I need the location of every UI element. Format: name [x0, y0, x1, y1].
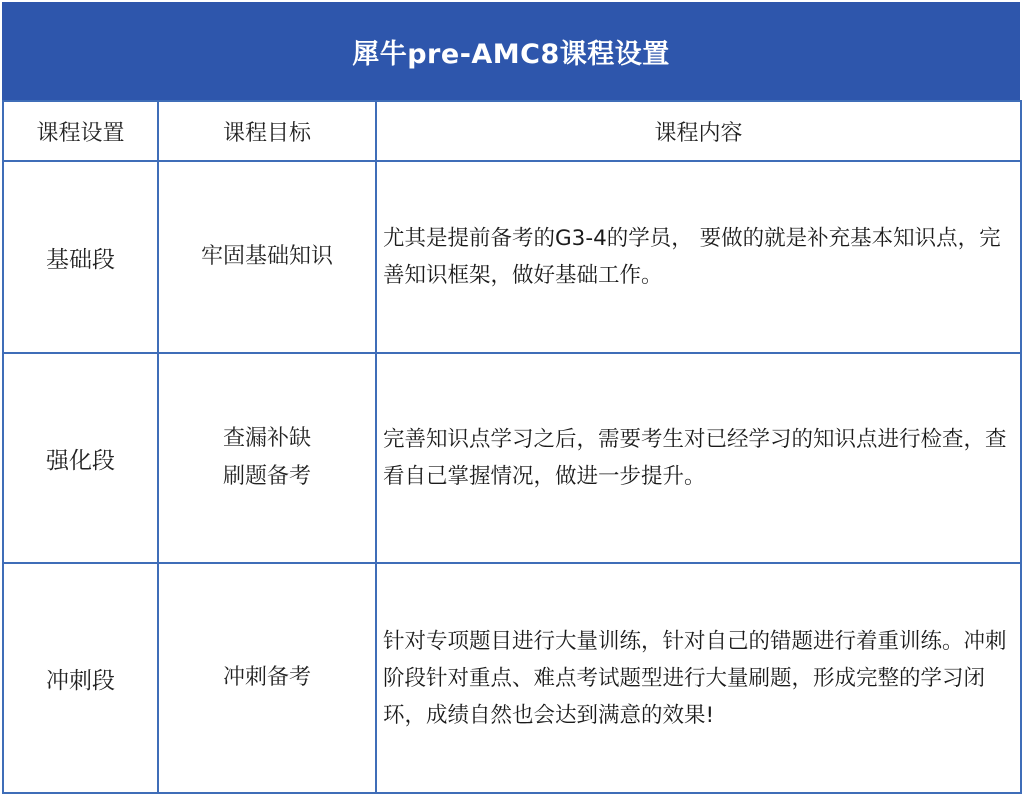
goal-line: 冲刺备考: [222, 665, 311, 690]
stage-cell: 冲刺段: [3, 563, 158, 793]
table-row: [3, 563, 1021, 793]
content-cell: 针对专项题目进行大量训练，针对自己的错题进行着重训练。冲刺阶段针对重点、难点考试题型进行大量刷题，形成完整的学习闭环，成绩自然也会达到满意的效果!: [376, 563, 1021, 793]
header-course-setting: 课程设置: [3, 101, 158, 161]
header-course-goal: 课程目标: [158, 101, 376, 161]
table-row: [3, 161, 1021, 353]
goal-cell: [158, 353, 376, 563]
goal-cell: [158, 161, 376, 353]
course-table: [2, 100, 1022, 794]
stage-cell: 强化段: [3, 353, 158, 563]
stage-cell: 基础段: [3, 161, 158, 353]
goal-line: 牢固基础知识: [200, 244, 333, 269]
content-cell: 完善知识点学习之后，需要考生对已经学习的知识点进行检查，查看自己掌握情况，做进一步提升。: [376, 353, 1021, 563]
table-row: [3, 353, 1021, 563]
content-cell: 尤其是提前备考的G3-4的学员， 要做的就是补充基本知识点，完善知识框架，做好基础工作。: [376, 161, 1021, 353]
goal-cell: [158, 563, 376, 793]
goal-line: 刷题备考: [222, 464, 311, 489]
goal-line: 查漏补缺: [222, 426, 311, 451]
page-title: 犀牛pre-AMC8课程设置: [352, 38, 670, 70]
header-course-content: 课程内容: [376, 101, 1021, 161]
table-header-row: [3, 101, 1021, 161]
title-banner: [2, 2, 1020, 100]
